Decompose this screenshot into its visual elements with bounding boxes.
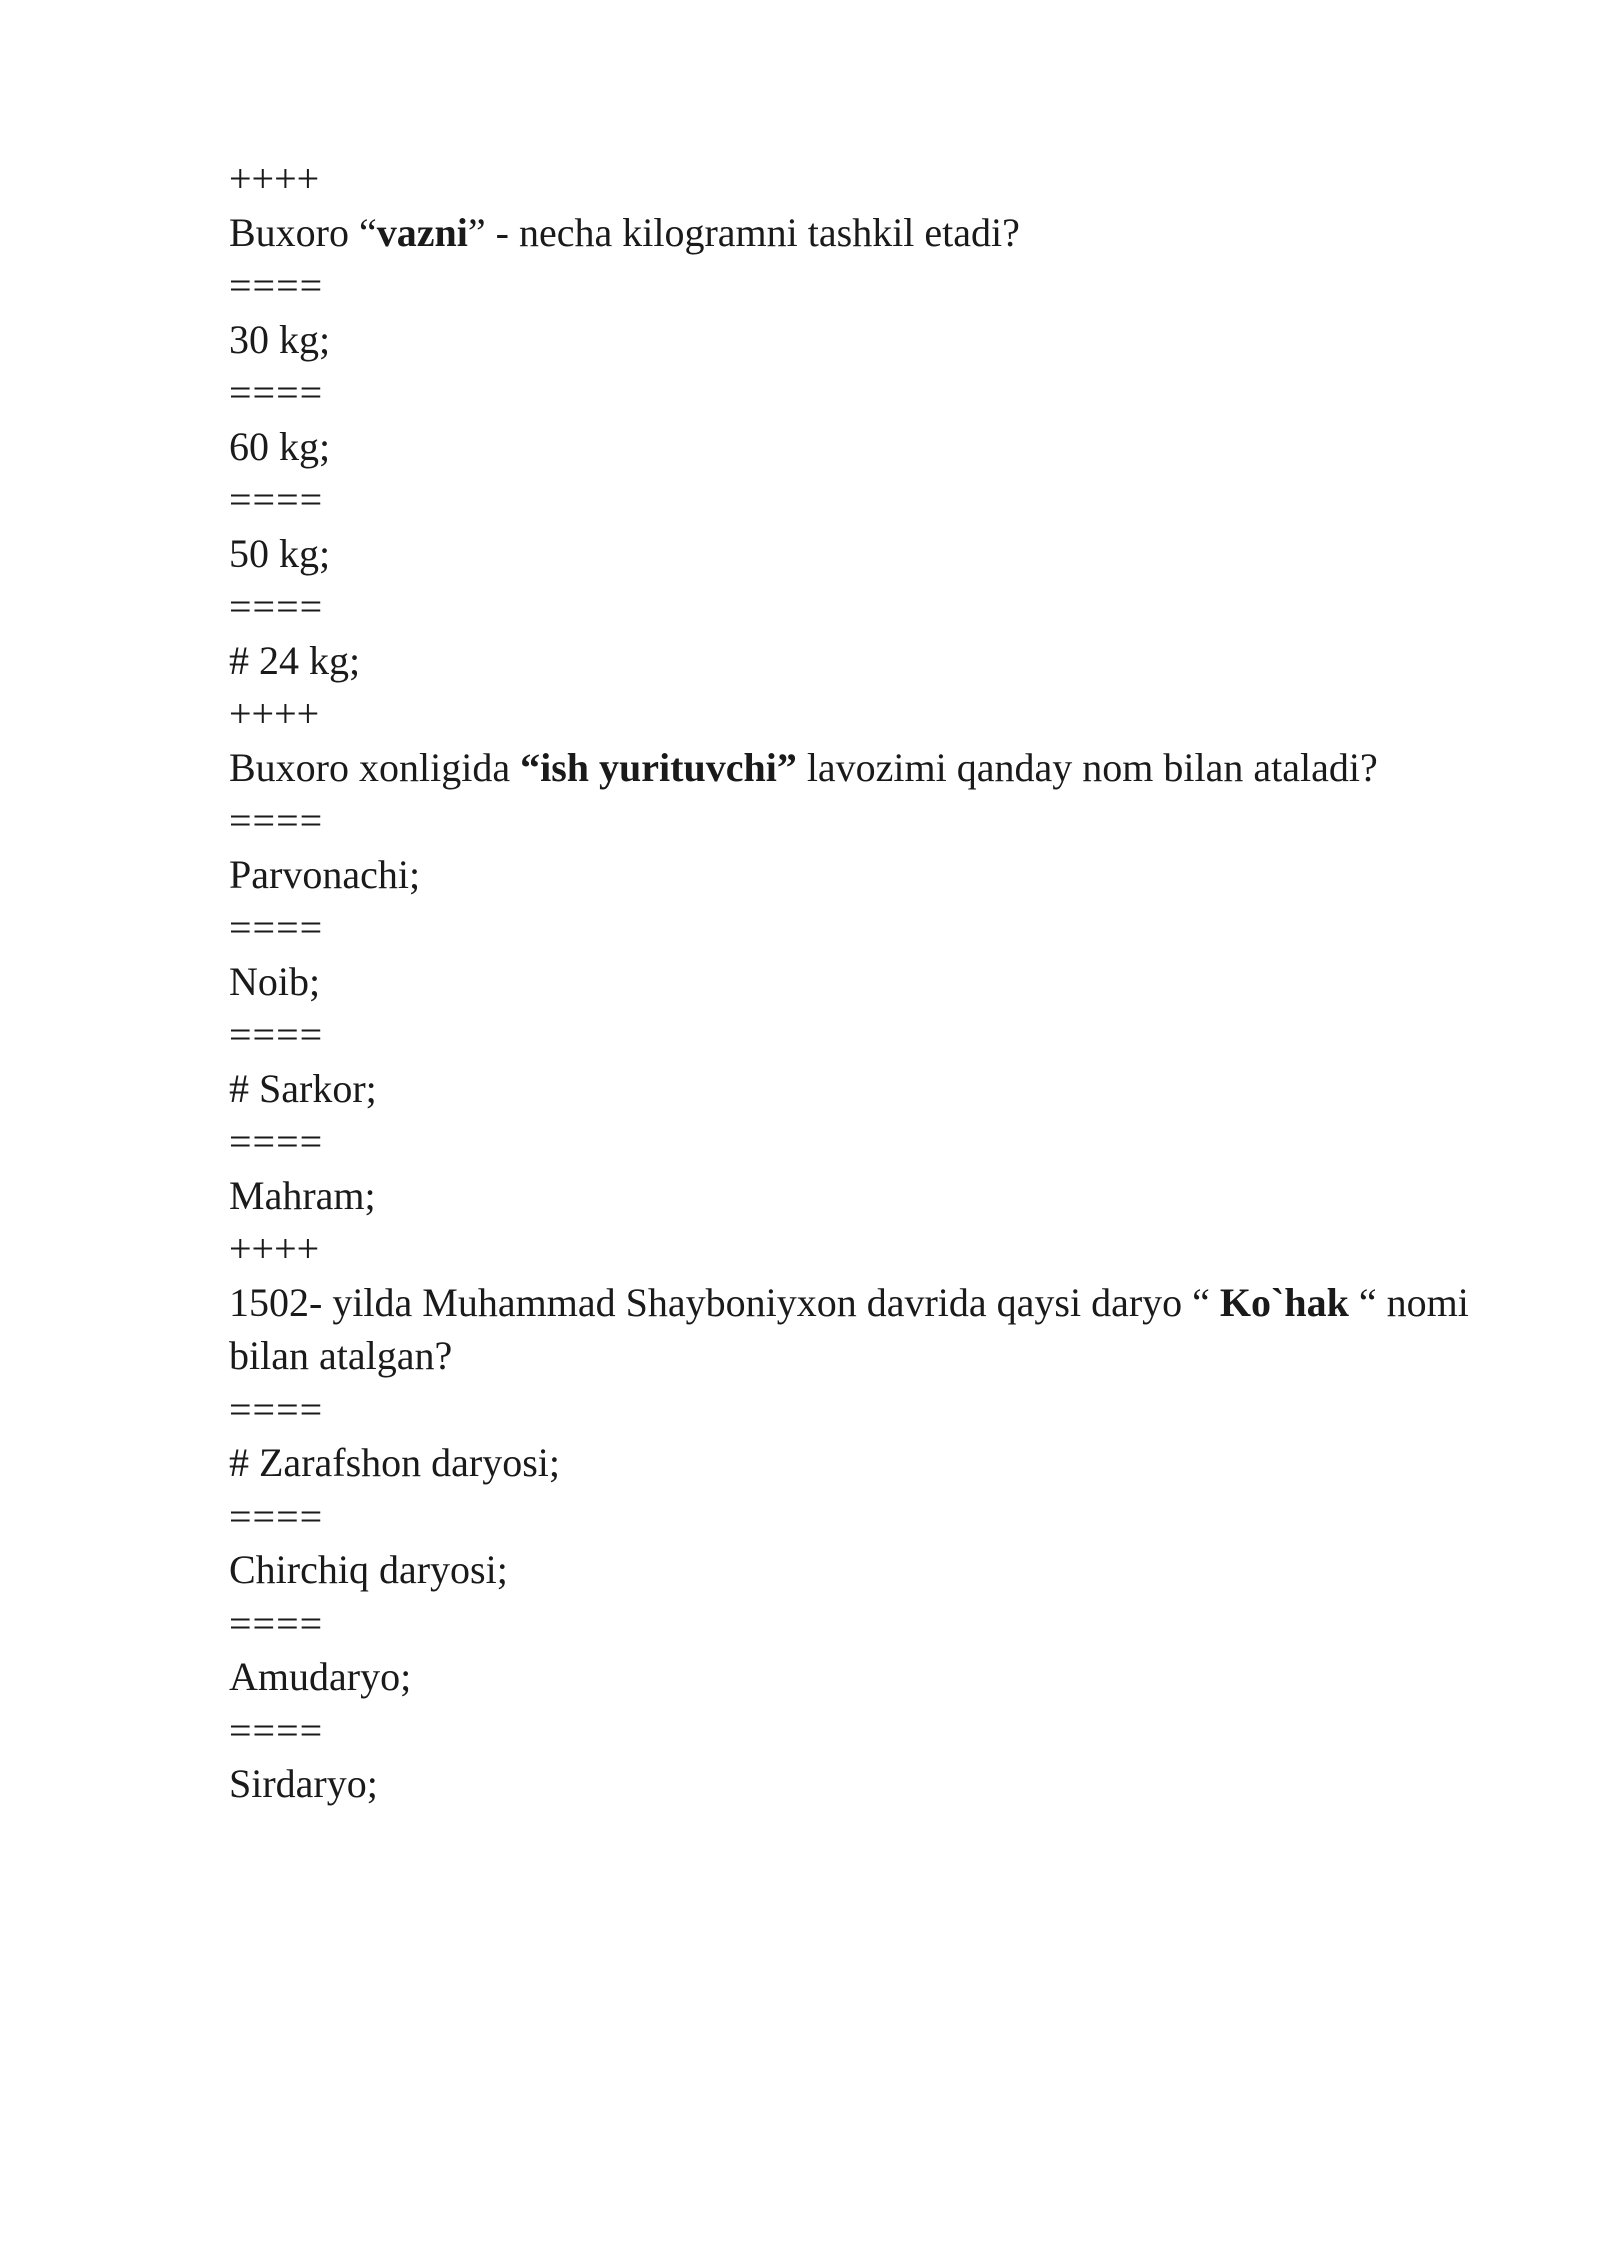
question-block [229, 687, 1479, 1222]
option-text: 30 kg; [229, 316, 331, 362]
option-separator: ==== [229, 798, 324, 843]
question-text-before: 1502- yilda Muhammad Shayboniyxon davrida qaysi daryo “ [229, 1279, 1220, 1325]
option-text: 60 kg; [229, 423, 331, 469]
option-text-correct: # 24 kg; [229, 637, 361, 683]
option-separator: ==== [229, 263, 324, 308]
question-text-after: “ nomi bilan atalgan? [229, 1279, 1479, 1378]
question-text-before: Buxoro “ [229, 209, 377, 255]
option-text-correct: # Sarkor; [229, 1065, 377, 1111]
question-text [229, 1276, 1479, 1383]
option-text-correct: # Zarafshon daryosi; [229, 1440, 561, 1485]
option-separator: ==== [229, 1119, 324, 1164]
option-separator: ==== [229, 584, 324, 629]
question-marker: ++++ [229, 156, 320, 201]
question-block [229, 1222, 1479, 1811]
option-separator: ==== [229, 1707, 324, 1753]
option-text: Mahram; [229, 1172, 376, 1218]
option-separator: ==== [229, 1600, 324, 1646]
option-separator: ==== [229, 1386, 324, 1432]
option-separator: ==== [229, 370, 324, 415]
option-separator: ==== [229, 905, 324, 950]
question-text [229, 741, 1479, 795]
option-text: Amudaryo; [229, 1654, 412, 1699]
question-block [229, 152, 1479, 687]
option-text: Chirchiq daryosi; [229, 1547, 508, 1592]
question-text-bold: “ish yurituvchi” [520, 744, 797, 790]
question-marker: ++++ [229, 1226, 320, 1271]
option-separator: ==== [229, 1493, 324, 1539]
option-text: Sirdaryo; [229, 1761, 378, 1806]
option-text: Noib; [229, 958, 321, 1004]
option-text: 50 kg; [229, 530, 331, 576]
question-text [229, 206, 1479, 260]
document-content [229, 152, 1479, 1811]
option-text: Parvonachi; [229, 851, 421, 897]
question-text-before: Buxoro xonligida [229, 744, 521, 790]
question-text-after: lavozimi qanday nom bilan ataladi? [796, 744, 1378, 790]
option-separator: ==== [229, 477, 324, 522]
question-text-after: ” - necha kilogramni tashkil etadi? [467, 209, 1020, 255]
option-separator: ==== [229, 1012, 324, 1057]
question-text-bold: Ko`hak [1219, 1279, 1349, 1325]
question-marker: ++++ [229, 691, 320, 736]
question-text-bold: vazni [376, 209, 468, 255]
